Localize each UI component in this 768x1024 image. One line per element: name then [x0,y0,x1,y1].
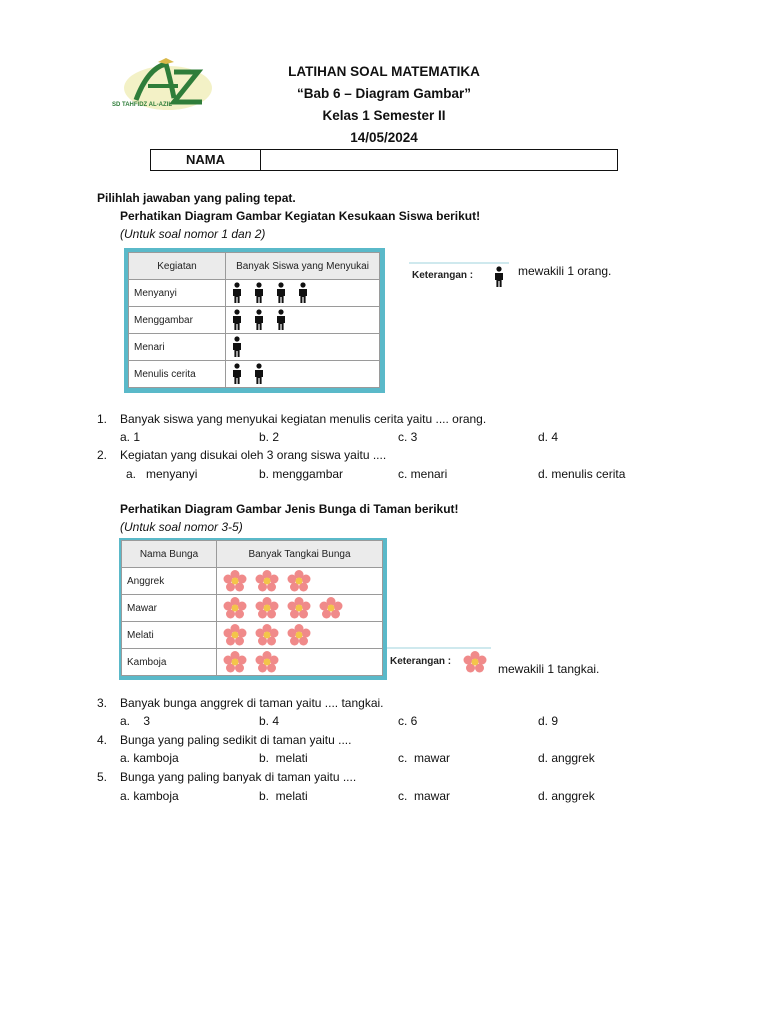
q5-text: Bunga yang paling banyak di taman yaitu .... [120,770,357,784]
person-icon [253,363,265,385]
legend1 [409,262,509,288]
person-icon [253,309,265,331]
flower-icon [286,570,312,592]
table-row [129,280,380,307]
q3-text: Banyak bunga anggrek di taman yaitu .... tangkai. [120,696,384,710]
q4-number: 4. [97,733,108,747]
flower-icon [254,624,280,646]
name-box [150,149,618,171]
q1-option-b[interactable]: b. 2 [259,430,280,444]
q3-number: 3. [97,696,108,710]
row-label: Anggrek [122,568,217,595]
q2-option-b[interactable]: b. menggambar [259,467,344,481]
legend1-text: mewakili 1 orang. [518,264,612,278]
legend2 [387,647,491,675]
section2-heading: Perhatikan Diagram Gambar Jenis Bunga di Taman berikut! [120,502,459,516]
section1-heading: Perhatikan Diagram Gambar Kegiatan Kesukaan Siswa berikut! [120,209,481,223]
person-icon [231,309,243,331]
q1-number: 1. [97,412,108,426]
person-icon [297,282,309,304]
logo-text: SD TAHFIDZ AL-AZIL [112,102,172,108]
flower-icon [286,597,312,619]
q4-option-c[interactable]: c. mawar [398,751,451,765]
flower-icon [254,597,280,619]
q2-number: 2. [97,448,108,462]
flower-icon [222,597,248,619]
chapter-title: “Bab 6 – Diagram Gambar” [296,86,472,101]
flower-icon [318,597,344,619]
icon-group [222,624,377,646]
flower-icon [254,651,280,673]
flower-icon [254,570,280,592]
q1-text: Banyak siswa yang menyukai kegiatan menulis cerita yaitu .... orang. [120,412,487,426]
table-row [122,622,383,649]
table-row [122,595,383,622]
q4-option-b[interactable]: b. melati [259,751,308,765]
icon-group [222,651,377,673]
q3-option-c[interactable]: c. 6 [398,714,418,728]
table-row [129,307,380,334]
q3-option-a[interactable]: a. 3 [120,714,151,728]
person-icon [231,363,243,385]
q3-option-d[interactable]: d. 9 [538,714,559,728]
activity-pictogram [124,248,385,393]
q1-option-a[interactable]: a. 1 [120,430,141,444]
page-title: LATIHAN SOAL MATEMATIKA [288,64,480,79]
q2-option-d[interactable]: d. menulis cerita [538,467,626,481]
activity-table [128,252,380,388]
row-label: Menari [129,334,226,361]
legend2-text: mewakili 1 tangkai. [498,662,600,676]
flower-icon [222,651,248,673]
table-row [129,361,380,388]
section1-note: (Untuk soal nomor 1 dan 2) [120,227,266,241]
icon-group [231,336,374,358]
q5-option-c[interactable]: c. mawar [398,789,451,803]
section2-note: (Untuk soal nomor 3-5) [120,520,243,534]
q1-option-c[interactable]: c. 3 [398,430,418,444]
legend-label: Keterangan : [412,270,474,281]
icon-group [231,309,374,331]
q1-option-d[interactable]: d. 4 [538,430,559,444]
row-label: Mawar [122,595,217,622]
table-header-stems: Banyak Tangkai Bunga [217,541,383,568]
person-icon [231,336,243,358]
table-row [129,334,380,361]
name-label: NAMA [151,150,261,170]
row-label: Melati [122,622,217,649]
icon-group [231,282,374,304]
q5-option-b[interactable]: b. melati [259,789,308,803]
table-row [122,649,383,676]
q2-option-a[interactable]: a. menyanyi [126,467,198,481]
table-header-flower: Nama Bunga [122,541,217,568]
row-label: Menulis cerita [129,361,226,388]
q2-text: Kegiatan yang disukai oleh 3 orang siswa yaitu .... [120,448,387,462]
legend-label: Keterangan : [390,656,452,667]
grade-label: Kelas 1 Semester II [322,108,446,123]
row-label: Menyanyi [129,280,226,307]
flower-pictogram [119,538,387,680]
person-icon [275,309,287,331]
q5-number: 5. [97,770,108,784]
date-label: 14/05/2024 [350,130,418,145]
instruction: Pilihlah jawaban yang paling tepat. [97,191,296,205]
q4-option-d[interactable]: d. anggrek [538,751,595,765]
table-header-activity: Kegiatan [129,253,226,280]
person-icon [231,282,243,304]
q5-option-a[interactable]: a. kamboja [120,789,179,803]
q2-option-c[interactable]: c. menari [398,467,448,481]
person-icon [275,282,287,304]
row-label: Kamboja [122,649,217,676]
table-header-count: Banyak Siswa yang Menyukai [226,253,380,280]
q3-option-b[interactable]: b. 4 [259,714,280,728]
q4-option-a[interactable]: a. kamboja [120,751,179,765]
flower-icon [286,624,312,646]
person-icon [253,282,265,304]
flower-icon [222,624,248,646]
table-row [122,568,383,595]
icon-group [231,363,374,385]
person-icon [493,266,505,288]
icon-group [222,597,377,619]
icon-group [222,570,377,592]
q4-text: Bunga yang paling sedikit di taman yaitu .... [120,733,352,747]
name-input[interactable] [262,150,617,170]
q5-option-d[interactable]: d. anggrek [538,789,595,803]
flower-icon [222,570,248,592]
row-label: Menggambar [129,307,226,334]
flower-table [121,540,383,676]
flower-icon [463,651,487,673]
